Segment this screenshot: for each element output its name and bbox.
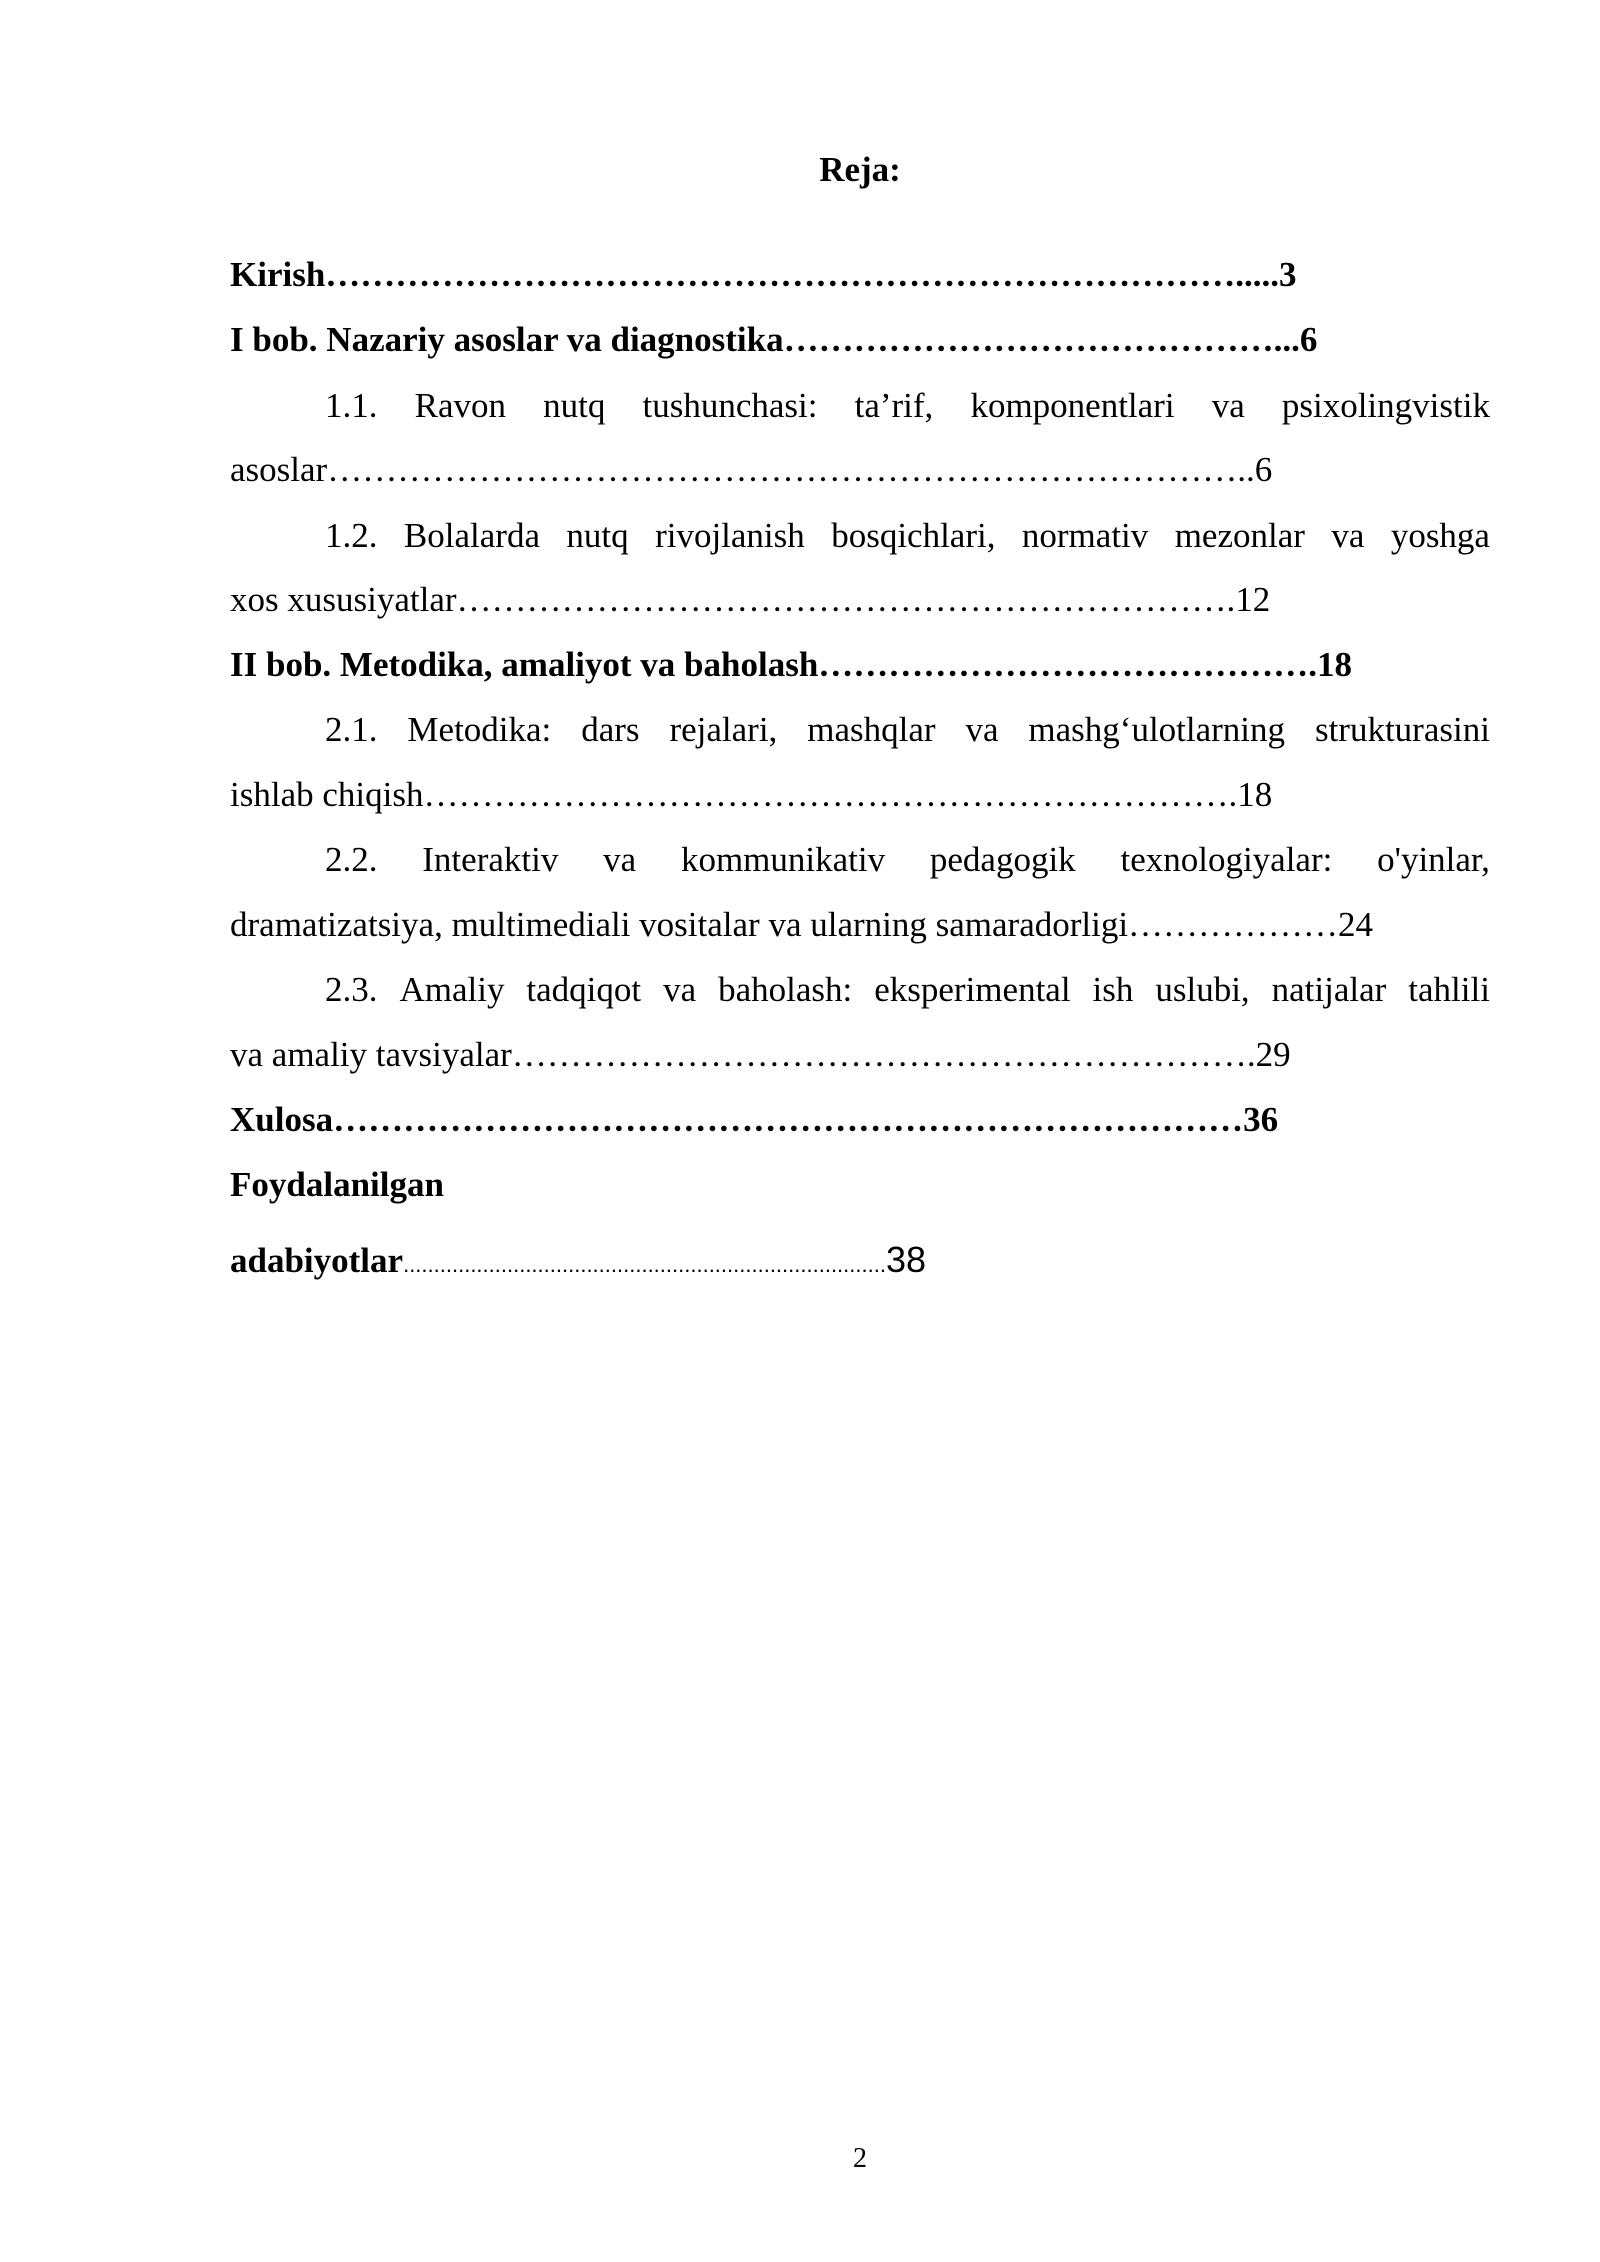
toc-entry-foydalanilgan[interactable]: Foydalanilgan <box>230 1165 444 1204</box>
toc-word: mashg‘ulotlarning <box>1028 710 1286 749</box>
toc-word: va <box>603 840 637 879</box>
toc-entry-1-2[interactable] <box>325 516 1490 556</box>
toc-word: nutq <box>566 516 629 555</box>
toc-word: normativ <box>1021 516 1149 555</box>
toc-word: rivojlanish <box>655 516 805 555</box>
toc-word: va <box>965 710 999 749</box>
toc-entry-adabiyotlar[interactable] <box>230 1240 926 1285</box>
toc-word: Ravon <box>414 386 507 425</box>
toc-word: rejalari, <box>669 710 778 749</box>
toc-word: Interaktiv <box>422 840 559 879</box>
toc-word: tahlili <box>1408 970 1490 1009</box>
toc-word: baholash: <box>718 970 853 1009</box>
toc-word: mezonlar <box>1174 516 1305 555</box>
toc-entry-adabiyotlar-page: 38 <box>885 1239 926 1280</box>
toc-word: tushunchasi: <box>642 386 818 425</box>
toc-entry-chapter-2[interactable]: II bob. Metodika, amaliyot va baholash…………………………………….18 <box>230 645 1353 684</box>
toc-entry-2-1-line1 <box>325 710 1490 750</box>
toc-word: uslubi, <box>1155 970 1250 1009</box>
toc-word: natijalar <box>1271 970 1387 1009</box>
toc-word: Bolalarda <box>403 516 540 555</box>
toc-word: 2.3. <box>325 970 378 1009</box>
toc-word: eksperimental <box>874 970 1071 1009</box>
toc-word: mashqlar <box>807 710 936 749</box>
toc-word: bosqichlari, <box>831 516 996 555</box>
toc-word: ish <box>1092 970 1134 1009</box>
toc-entry-chapter-1[interactable]: I bob. Nazariy asoslar va diagnostika……………………………………...6 <box>230 320 1318 359</box>
toc-entry-adabiyotlar-label: adabiyotlar <box>230 1241 404 1280</box>
toc-word: o'yinlar, <box>1377 840 1490 879</box>
toc-word: dars <box>581 710 640 749</box>
toc-word: 2.2. <box>325 840 378 879</box>
toc-entry-2-1-line2[interactable]: ishlab chiqish…………………………………………………………….18 <box>230 775 1273 814</box>
toc-word: 1.2. <box>325 516 378 555</box>
toc-entry-2-3[interactable] <box>325 970 1490 1010</box>
toc-entry-1-2-line2[interactable]: xos xususiyatlar………………………………………………………….12 <box>230 580 1271 619</box>
toc-entry-2-3-line1 <box>325 970 1490 1010</box>
toc-entry-2-1[interactable] <box>325 710 1490 750</box>
toc-entry-2-2-line1 <box>325 840 1490 880</box>
toc-word: ta’rif, <box>854 386 934 425</box>
toc-word: tadqiqot <box>526 970 642 1009</box>
toc-word: yoshga <box>1390 516 1490 555</box>
toc-word: va <box>1331 516 1365 555</box>
toc-word: 1.1. <box>325 386 378 425</box>
toc-entry-adabiyotlar-dots: ............................................................................... <box>403 1252 886 1277</box>
toc-entry-1-1-line1 <box>325 386 1490 426</box>
toc-entry-kirish[interactable]: Kirish…………………………………………………………………….....3 <box>230 255 1297 294</box>
toc-word: texnologiyalar: <box>1120 840 1333 879</box>
toc-word: Amaliy <box>399 970 505 1009</box>
toc-word: 2.1. <box>325 710 378 749</box>
toc-entry-2-2[interactable] <box>325 840 1490 880</box>
toc-entry-xulosa[interactable]: Xulosa……………………………………………………………………36 <box>230 1100 1279 1139</box>
toc-entry-1-1[interactable] <box>325 386 1490 426</box>
toc-entry-1-1-line2[interactable]: asoslar……………………………………………………………………..6 <box>230 450 1273 489</box>
toc-word: komponentlari <box>970 386 1175 425</box>
toc-entry-1-2-line1 <box>325 516 1490 556</box>
toc-entry-2-3-line2[interactable]: va amaliy tavsiyalar……………………………………………………….29 <box>230 1035 1291 1074</box>
page-title: Reja: <box>819 150 901 189</box>
toc-word: psixolingvistik <box>1281 386 1490 425</box>
page-number: 2 <box>853 2143 867 2174</box>
toc-entry-2-2-line2[interactable]: dramatizatsiya, multimediali vositalar va ularning samaradorligi………………24 <box>230 905 1374 944</box>
toc-word: va <box>663 970 697 1009</box>
toc-word: nutq <box>543 386 606 425</box>
toc-word: pedagogik <box>929 840 1076 879</box>
toc-word: Metodika: <box>407 710 552 749</box>
toc-word: va <box>1211 386 1245 425</box>
toc-word: kommunikativ <box>680 840 886 879</box>
toc-word: strukturasini <box>1314 710 1490 749</box>
